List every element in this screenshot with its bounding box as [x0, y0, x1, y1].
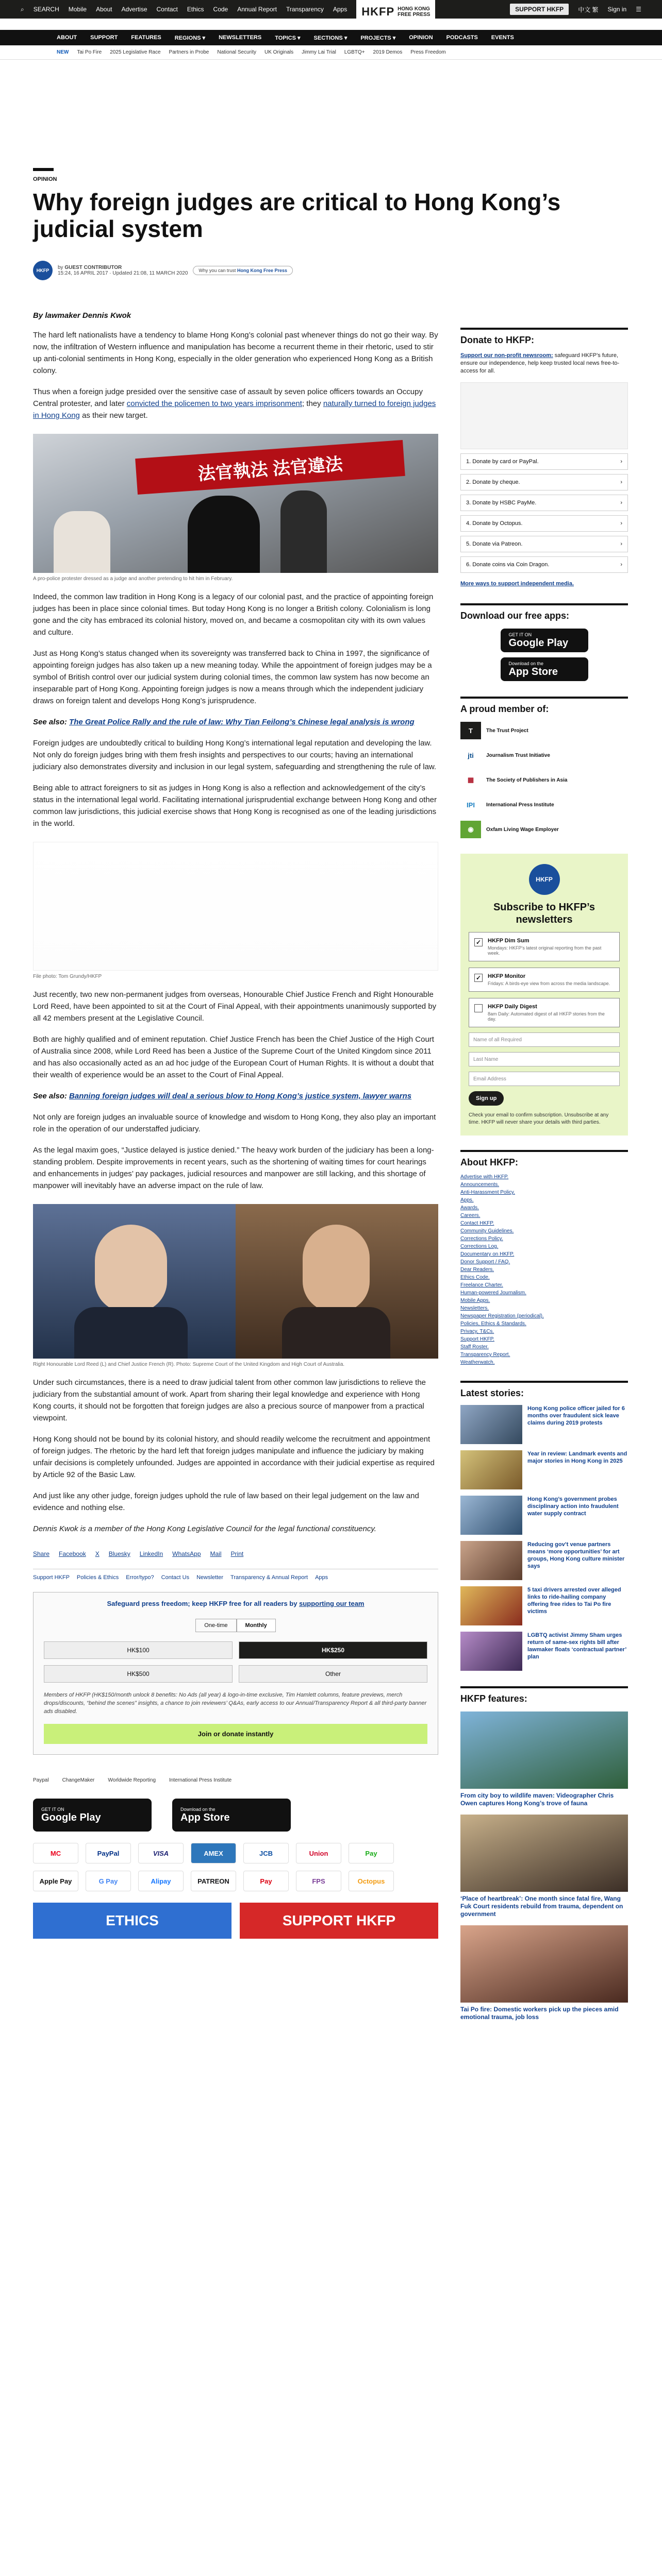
story-title: Year in review: Landmark events and major stories in Hong Kong in 2025: [527, 1451, 627, 1464]
latest-story[interactable]: [460, 1496, 628, 1535]
paragraph: And just like any other judge, foreign judges uphold the rule of law based on their legal judgement on the law and evidence and nothing else.: [33, 1492, 419, 1512]
payme-icon: Pay: [243, 1871, 289, 1891]
new-badge: NEW: [57, 49, 69, 55]
donate-heading: Donate to HKFP:: [460, 328, 628, 346]
about-link[interactable]: Policies, Ethics & Standards.: [460, 1321, 526, 1327]
see-also-label: See also:: [33, 718, 67, 726]
newsletter-logo: HKFP: [529, 864, 560, 895]
paragraph: Hong Kong should not be bound by its colonial history, and should readily welcome the recruitment and appointment of foreign judges. The rhetoric by the hard left that foreign judges manipulate and influence the judiciary by making unfair decisions is completely unfounded. Judges are appointed in accordance with their judicial expertise as required by Article 92 of the Basic Law.: [33, 1435, 435, 1479]
story-thumbnail: [460, 1405, 522, 1444]
chevron-right-icon: ›: [620, 541, 622, 547]
chevron-right-icon: ›: [620, 500, 622, 506]
topbar-link[interactable]: Annual Report: [237, 6, 277, 13]
paragraph: Not only are foreign judges an invaluable source of knowledge and wisdom to Hong Kong, they also play an important role in the operation of our understaffed judiciary.: [33, 1113, 436, 1133]
patreon-icon: PATREON: [191, 1871, 236, 1891]
paragraph: Foreign judges are undoubtedly critical to building Hong Kong’s international legal reputation and developing the law. Not only do foreign judges bring with them fresh insights and perspectives to our courts; having an international judiciary also demonstrates diversity and inclusion in our legal system, safeguarding and strengthening the rule of law.: [33, 739, 437, 771]
chevron-right-icon: ›: [620, 459, 622, 465]
footer-link[interactable]: Error/typo?: [126, 1574, 154, 1581]
donate-option-label: 6. Donate coins via Coin Dragon.: [466, 562, 550, 568]
donate-option-label: 3. Donate by HSBC PayMe.: [466, 500, 537, 506]
donate-intro-link[interactable]: Support our non-profit newsroom:: [460, 352, 553, 359]
jcb-icon: JCB: [243, 1843, 289, 1863]
about-link[interactable]: Dear Readers.: [460, 1267, 494, 1273]
latest-story[interactable]: [460, 1632, 628, 1671]
about-link[interactable]: Contact HKFP.: [460, 1221, 494, 1226]
monthly-option[interactable]: Monthly: [237, 1619, 276, 1632]
paragraph: Under such circumstances, there is a need to draw judicial talent from other common law jurisdictions to relieve the judiciary from the substantial amount of work. Apart from sharing their legal knowledge and experience with Hong Kong courts, it should not be forgotten that foreign judges are also a precious source of manpower from a practical viewpoint.: [33, 1378, 426, 1422]
amount-option[interactable]: HK$100: [44, 1641, 233, 1659]
app-store-row: [33, 1799, 438, 1832]
paragraph-text: as their new target.: [82, 411, 148, 420]
story-thumbnail: [460, 1541, 522, 1580]
newsletter-desc: 8am Daily: Automated digest of all HKFP stories from the day.: [488, 1011, 605, 1022]
topbar-link[interactable]: Mobile: [68, 6, 87, 13]
logo-text: HKFP: [361, 5, 395, 18]
about-link[interactable]: Awards.: [460, 1205, 479, 1211]
donation-head: [44, 1600, 427, 1607]
trending-link[interactable]: LGBTQ+: [344, 49, 365, 55]
payment-methods: [33, 1843, 438, 1891]
trust-pill-brand: Hong Kong Free Press: [237, 268, 287, 273]
paragraph: Both are highly qualified and of eminent reputation. Chief Justice French has been the Chief Justice of the High Court of Australia since 2008, while Lord Reed has been a Justice of the Supreme Court of the United Kingdom since 2011 and has also occasionally acted as an ad hoc judge of the European Court of Human Rights. It is without a doubt that their wealth of experience would be an asset to the Court of Final Appeal.: [33, 1035, 434, 1079]
member-item[interactable]: [460, 722, 628, 739]
mastercard-icon: MC: [33, 1843, 78, 1863]
sopa-icon: ▦: [467, 776, 474, 784]
about-link[interactable]: Weatherwatch.: [460, 1360, 495, 1365]
newsletter-fineprint: Check your email to confirm subscription. Unsubscribe at any time. HKFP will never share your details with third parties.: [469, 1112, 609, 1125]
about-link[interactable]: Support HKFP.: [460, 1336, 494, 1342]
trending-link[interactable]: Press Freedom: [410, 49, 446, 55]
chevron-right-icon: ›: [620, 479, 622, 485]
features-heading: HKFP features:: [460, 1686, 628, 1704]
app-store-badge[interactable]: [501, 657, 588, 681]
about-link[interactable]: Corrections Policy.: [460, 1236, 503, 1242]
inline-link[interactable]: convicted the policemen to two years imprisonment: [126, 399, 302, 408]
donate-option[interactable]: [460, 453, 628, 470]
partner-logo[interactable]: Worldwide Reporting: [108, 1777, 156, 1783]
checkbox[interactable]: ✓: [474, 974, 483, 982]
about-link[interactable]: Donor Support / FAQ.: [460, 1259, 510, 1265]
about-link[interactable]: Mobile Apps.: [460, 1298, 490, 1303]
amex-icon: AMEX: [191, 1843, 236, 1863]
paragraph: [33, 386, 438, 421]
chevron-right-icon: ›: [620, 562, 622, 568]
donation-head-link[interactable]: supporting our team: [299, 1600, 365, 1607]
protest-photo: [33, 434, 438, 573]
signin-link[interactable]: Sign in: [607, 6, 627, 13]
sidebar-app-badges: [460, 629, 628, 681]
trending-link[interactable]: Partners in Probe: [169, 49, 209, 55]
author-line: By lawmaker Dennis Kwok: [33, 311, 131, 320]
trending-link[interactable]: UK Originals: [264, 49, 294, 55]
logo-line: HONG KONG: [398, 6, 430, 12]
newsletter-name: HKFP Dim Sum: [488, 938, 529, 944]
photo-figure: [54, 511, 110, 573]
visa-icon: VISA: [138, 1843, 184, 1863]
latest-story[interactable]: [460, 1450, 628, 1489]
topbar-link[interactable]: Transparency: [286, 6, 324, 13]
about-link[interactable]: Privacy, T&Cs.: [460, 1329, 494, 1334]
paragraph-text: Thus when a foreign judge presided over the sensitive case of assault by seven police officers towards an Occupy Central protester, and later: [33, 387, 423, 408]
newsletter-desc: Fridays: A birds-eye view from across the media landscape.: [488, 981, 610, 986]
donate-options: [460, 453, 628, 573]
checkbox[interactable]: ✓: [474, 938, 483, 946]
topbar-link[interactable]: Ethics: [187, 6, 204, 13]
support-hkfp-button[interactable]: SUPPORT HKFP: [510, 4, 569, 15]
newsletter-option[interactable]: [469, 932, 620, 961]
badge-main: Google Play: [508, 637, 569, 649]
about-link[interactable]: Transparency Report.: [460, 1352, 510, 1358]
see-also-link[interactable]: The Great Police Rally and the rule of law: Why Tian Feilong’s Chinese legal analysis is wrong: [69, 718, 415, 726]
amount-option[interactable]: HK$250: [239, 1641, 427, 1659]
paragraph-text: ; they: [302, 399, 321, 408]
about-link[interactable]: Staff Roster.: [460, 1344, 489, 1350]
top-utility-bar: [0, 0, 662, 19]
nav-item[interactable]: NEWSLETTERS: [219, 35, 262, 41]
alipay-icon: Alipay: [138, 1871, 184, 1891]
bottom-banners: [33, 1903, 438, 1939]
story-thumbnail: [460, 1632, 522, 1671]
story-title: Hong Kong’s government probes disciplinary action into fraudulent water supply contract: [527, 1496, 619, 1517]
story-title: LGBTQ activist Jimmy Sham urges return of same-sex rights bill after lawmaker floats ‘contractual partner’ plan: [527, 1632, 626, 1660]
footer-link[interactable]: Apps: [315, 1574, 328, 1581]
share-x[interactable]: X: [95, 1550, 100, 1557]
email-input[interactable]: Email Address: [469, 1072, 620, 1086]
trending-link[interactable]: Tai Po Fire: [77, 49, 102, 55]
about-link[interactable]: Human-powered Journalism.: [460, 1290, 526, 1296]
paragraph: As the legal maxim goes, “Justice delayed is justice denied.” The heavy work burden of the judiciary has been a long-standing problem. Despite improvements in recent years, such as the shortening of waiting times for court hearings and enhancements in judges’ pay packages, judicial resources and manpower are still lacking, and this shortage of manpower will inevitably have an adverse impact on the rule of law.: [33, 1146, 434, 1190]
trust-pill-text: Why you can trust: [198, 268, 236, 273]
about-link[interactable]: Corrections Log.: [460, 1244, 499, 1249]
portrait-reed: [33, 1204, 236, 1359]
see-also-label: See also:: [33, 1092, 67, 1100]
newsletter-title: Subscribe to HKFP’s newsletters: [493, 902, 595, 925]
feature-story[interactable]: [460, 1711, 628, 1807]
membership-note: Members of HKFP (HK$150/month unlock 8 benefits: No Ads (all year) & logo-in-time exclusive, Tim Hamlett columns, feature previews, merch drops/discounts, “behind the scenes” insights, a chance to join reviewers’ Q&As, early access to our Annual/Transparency Report & all third-party banner ads disabled.: [44, 1692, 427, 1715]
article-title: Why foreign judges are critical to Hong Kong’s judicial system: [33, 189, 561, 242]
paragraph: Being able to attract foreigners to sit as judges in Hong Kong is also a reflection and acknowledgement of the city’s status in the international legal world. Facilitating international jurisprudential exchange between Hong Kong and other common law jurisdictions, this judicial exercise shows that Hong Kong is recognised as one of the leading jurisdictions in the world.: [33, 784, 437, 828]
about-link[interactable]: Newsletters.: [460, 1306, 489, 1311]
member-item[interactable]: [460, 821, 628, 838]
feature-image: [460, 1815, 628, 1892]
search-link[interactable]: SEARCH: [33, 6, 59, 13]
topbar-link[interactable]: Code: [213, 6, 228, 13]
paypal-icon: PayPal: [86, 1843, 131, 1863]
nav-item[interactable]: PODCASTS: [446, 35, 478, 41]
share-mail[interactable]: Mail: [210, 1550, 222, 1557]
photo-figure: [280, 490, 327, 573]
byline-by: by: [58, 265, 63, 270]
see-also-link[interactable]: Banning foreign judges will deal a serious blow to Hong Kong’s justice system, lawyer warns: [69, 1092, 412, 1100]
feature-image: [460, 1925, 628, 2003]
partner-logo[interactable]: International Press Institute: [169, 1777, 232, 1783]
donate-intro: [460, 352, 628, 375]
about-link[interactable]: Ethics Code.: [460, 1275, 490, 1280]
language-switch[interactable]: 中文 繁: [578, 6, 599, 13]
photo-caption: File photo: Tom Grundy/HKFP: [33, 974, 102, 979]
share-facebook[interactable]: Facebook: [59, 1550, 86, 1557]
member-heading: A proud member of:: [460, 697, 628, 715]
topbar-link[interactable]: Advertise: [121, 6, 147, 13]
photo-caption: Right Honourable Lord Reed (L) and Chief Justice French (R). Photo: Supreme Court of the United Kingdom and High Court of Australia.: [33, 1362, 345, 1367]
footer-link[interactable]: Support HKFP: [33, 1574, 70, 1581]
latest-story[interactable]: [460, 1586, 628, 1625]
see-also: [33, 716, 438, 728]
newsletter-name: HKFP Daily Digest: [488, 1004, 537, 1010]
avatar: HKFP: [33, 261, 53, 280]
member-label: Journalism Trust Initiative: [486, 752, 550, 758]
amount-grid: [44, 1641, 427, 1683]
byline-text: by GUEST CONTRIBUTOR 15:24, 16 APRIL 2017 · Updated 21:08, 11 MARCH 2020: [58, 265, 188, 276]
share-label: Share: [33, 1550, 50, 1557]
share-linkedin[interactable]: LinkedIn: [139, 1550, 163, 1557]
join-button[interactable]: Join or donate instantly: [44, 1724, 427, 1744]
badge-main: Google Play: [41, 1811, 101, 1823]
badge-top: Download on the: [508, 660, 544, 666]
feature-image: [460, 1711, 628, 1789]
member-label: International Press Institute: [486, 802, 554, 808]
portrait-french: [236, 1204, 438, 1359]
trending-link[interactable]: 2019 Demos: [373, 49, 403, 55]
jti-icon: jti: [468, 751, 474, 759]
photo-figure: [188, 496, 260, 573]
share-whatsapp[interactable]: WhatsApp: [172, 1550, 201, 1557]
about-link[interactable]: Anti-Harassment Policy.: [460, 1190, 515, 1195]
nav-item[interactable]: SECTIONS ▾: [313, 35, 347, 41]
feature-title: Tai Po fire: Domestic workers pick up the pieces amid emotional trauma, job loss: [460, 2006, 619, 2021]
amount-option[interactable]: Other: [239, 1665, 427, 1683]
newsletter-desc: Mondays: HKFP’s latest original reporting from the past week.: [488, 945, 602, 956]
octopus-icon: Octopus: [349, 1871, 394, 1891]
feature-story[interactable]: [460, 1925, 628, 2021]
one-time-option[interactable]: One-time: [195, 1619, 236, 1632]
partner-logos: [33, 1777, 438, 1783]
donate-option[interactable]: [460, 515, 628, 532]
newsletter-name: HKFP Monitor: [488, 973, 526, 979]
judges-photo: [33, 1204, 438, 1359]
newsletter-option[interactable]: [469, 998, 620, 1027]
main-nav: [0, 30, 662, 45]
app-store-badge[interactable]: [172, 1799, 291, 1832]
donation-box: [33, 1592, 438, 1755]
newsletter-option[interactable]: [469, 968, 620, 992]
support-banner[interactable]: SUPPORT HKFP: [240, 1903, 438, 1939]
photo-caption: A pro-police protester dressed as a judge and another pretending to hit him in February.: [33, 576, 233, 582]
feature-story[interactable]: [460, 1815, 628, 1918]
see-also: [33, 1090, 438, 1102]
menu-icon[interactable]: ☰: [636, 6, 641, 13]
about-link[interactable]: Careers.: [460, 1213, 481, 1218]
about-link[interactable]: Freelance Charter.: [460, 1282, 503, 1288]
donate-option-label: 1. Donate by card or PayPal.: [466, 459, 539, 465]
about-link[interactable]: Community Guidelines.: [460, 1228, 514, 1234]
about-links: [460, 1173, 628, 1366]
latest-heading: Latest stories:: [460, 1381, 628, 1399]
story-title: Reducing gov’t venue partners means ‘more opportunities’ for art groups, Hong Kong culture minister says: [527, 1541, 625, 1569]
ethics-banner[interactable]: ETHICS: [33, 1903, 231, 1939]
donate-option-label: 5. Donate via Patreon.: [466, 541, 523, 547]
sidebar: [460, 328, 628, 2021]
frequency-toggle: [44, 1619, 427, 1632]
paragraph: Just recently, two new non-permanent judges from overseas, Honourable Chief Justice French and Right Honourable Lord Reed, have been appointed to sit at the Court of Final Appeal, with their appointments unanimously supported by all 42 members present at the Legislative Council.: [33, 990, 437, 1023]
footer-link[interactable]: Policies & Ethics: [76, 1574, 119, 1581]
photo-banner: 法官執法 法官違法: [135, 440, 405, 495]
donate-option[interactable]: [460, 556, 628, 573]
google-play-badge[interactable]: [501, 629, 588, 652]
member-label: Oxfam Living Wage Employer: [486, 826, 559, 833]
trust-project-icon: T: [460, 722, 481, 739]
topbar-link[interactable]: Apps: [333, 6, 347, 13]
badge-top: Download on the: [180, 1806, 216, 1812]
article-footer-links: [33, 1569, 438, 1581]
section-rule: [33, 168, 54, 171]
footer-link[interactable]: Contact Us: [161, 1574, 190, 1581]
trending-link[interactable]: Jimmy Lai Trial: [302, 49, 336, 55]
hkfp-logo[interactable]: [356, 0, 435, 24]
paragraph: The hard left nationalists have a tendency to blame Hong Kong’s colonial past whenever things do not go their way. By now, the infiltration of Western influence and manipulation has become a recurrent theme in their rhetoric, used to stir up anti-colonial sentiments in Hong Kong, especially in the older generation who experienced Hong Kong as a British colony.: [33, 331, 438, 375]
publish-date: 15:24, 16 APRIL 2017: [58, 270, 108, 276]
section-label[interactable]: OPINION: [33, 176, 57, 182]
chevron-right-icon: ›: [620, 520, 622, 527]
trending-link[interactable]: National Security: [217, 49, 256, 55]
share-bar: [33, 1550, 438, 1557]
amount-option[interactable]: HK$500: [44, 1665, 233, 1683]
about-link[interactable]: Documentary on HKFP.: [460, 1251, 515, 1257]
feature-title: ‘Place of heartbreak’: One month since fatal fire, Wang Fuk Court residents rebuild from trauma, dependent on government: [460, 1895, 623, 1918]
paragraph: Indeed, the common law tradition in Hong Kong is a legacy of our colonial past, and the practice of appointing foreign judges has been in place since colonial times. But today Hong Kong is no longer a British colony. Colonialism is long gone and the city has embraced its colonial history, moved on, and became a cosmopolitan city with its own values and culture.: [33, 592, 434, 637]
donation-head-text: Safeguard press freedom; keep HKFP free for all readers by: [107, 1600, 297, 1607]
wechat-pay-icon: Pay: [349, 1843, 394, 1863]
story-title: Hong Kong police officer jailed for 6 months over fraudulent sick leave claims during 2019 protests: [527, 1405, 625, 1426]
latest-story[interactable]: [460, 1405, 628, 1444]
donate-option[interactable]: [460, 474, 628, 490]
nav-item[interactable]: REGIONS ▾: [174, 35, 206, 41]
first-name-input[interactable]: Name of all Required: [469, 1032, 620, 1047]
member-item[interactable]: [460, 771, 628, 789]
signup-button[interactable]: Sign up: [469, 1091, 504, 1106]
story-thumbnail: [460, 1586, 522, 1625]
nav-item[interactable]: EVENTS: [491, 35, 514, 41]
logo-line: FREE PRESS: [398, 12, 431, 18]
latest-story[interactable]: [460, 1541, 628, 1580]
more-ways-link[interactable]: More ways to support independent media.: [460, 581, 574, 587]
ipi-icon: IPI: [467, 801, 475, 809]
story-thumbnail: [460, 1450, 522, 1489]
updated-date: Updated 21:08, 11 MARCH 2020: [112, 270, 188, 276]
share-print[interactable]: Print: [230, 1550, 244, 1557]
about-link[interactable]: Announcements.: [460, 1182, 500, 1188]
nav-item[interactable]: PROJECTS ▾: [360, 35, 396, 41]
member-label: The Trust Project: [486, 727, 528, 734]
member-item[interactable]: [460, 747, 628, 764]
inline-link[interactable]: naturally turned to foreign judges in Hong Kong: [33, 399, 436, 420]
donate-graphic: [460, 382, 628, 449]
partner-logo[interactable]: ChangeMaker: [62, 1777, 95, 1783]
fps-icon: FPS: [296, 1871, 341, 1891]
google-play-badge[interactable]: [33, 1799, 152, 1832]
paragraph: Just as Hong Kong’s status changed when its sovereignty was transferred back to China in 1997, the significance of appointing foreign judges has also taken up a new meaning today. While the appointment of foreign judges may be a symbol of British control over our judicial system during colonial times, the common law system has now become an inseparable part of Hong Kong. Appointing foreign judges is now a means through which the independent judiciary draws on foreign talent and develops Hong Kong’s jurisprudence.: [33, 649, 432, 705]
logo-subtitle: [398, 6, 430, 18]
about-link[interactable]: Apps.: [460, 1197, 474, 1203]
last-name-input[interactable]: Last Name: [469, 1052, 620, 1066]
footer-link[interactable]: Newsletter: [196, 1574, 224, 1581]
newsletter-box: [460, 854, 628, 1136]
search-icon[interactable]: ⌕: [21, 5, 24, 13]
oxfam-icon: ◉: [460, 821, 481, 838]
footer-link[interactable]: Transparency & Annual Report: [230, 1574, 308, 1581]
author-link[interactable]: GUEST CONTRIBUTOR: [64, 265, 122, 270]
apple-pay-icon: Apple Pay: [33, 1871, 78, 1891]
badge-top: GET IT ON: [508, 632, 532, 637]
trending-link[interactable]: 2025 Legislative Race: [110, 49, 161, 55]
author-bio: Dennis Kwok is a member of the Hong Kong Legislative Council for the legal functional constituency.: [33, 1524, 376, 1533]
nav-item[interactable]: ABOUT: [57, 35, 77, 41]
donate-option[interactable]: [460, 536, 628, 552]
topbar-link[interactable]: Contact: [156, 6, 178, 13]
story-thumbnail: [460, 1496, 522, 1535]
file-photo: [33, 842, 438, 971]
topbar-link[interactable]: About: [96, 6, 112, 13]
story-title: 5 taxi drivers arrested over alleged links to ride-hailing company offering free rides to Tai Po fire victims: [527, 1587, 621, 1615]
google-pay-icon: G Pay: [86, 1871, 131, 1891]
nav-item[interactable]: OPINION: [409, 35, 433, 41]
donate-option-label: 2. Donate by cheque.: [466, 479, 520, 485]
partner-logo[interactable]: Paypal: [33, 1777, 49, 1783]
unionpay-icon: Union: [296, 1843, 341, 1863]
about-link[interactable]: Advertise with HKFP.: [460, 1174, 509, 1180]
nav-item[interactable]: FEATURES: [131, 35, 161, 41]
donate-option-label: 4. Donate by Octopus.: [466, 520, 523, 527]
member-item[interactable]: [460, 796, 628, 814]
byline: [33, 261, 438, 280]
feature-title: From city boy to wildlife maven: Videographer Chris Owen captures Hong Kong’s trove of fauna: [460, 1792, 614, 1807]
member-label: The Society of Publishers in Asia: [486, 777, 568, 783]
checkbox[interactable]: [474, 1004, 483, 1012]
apps-heading: Download our free apps:: [460, 603, 628, 621]
trending-bar: [0, 45, 662, 60]
badge-main: App Store: [508, 666, 558, 677]
badge-top: GET IT ON: [41, 1806, 64, 1812]
donate-intro-text: safeguard HKFP’s future, ensure our independence, help keep trusted local news free-to-access for all.: [460, 352, 620, 374]
share-bluesky[interactable]: Bluesky: [108, 1550, 130, 1557]
donate-option[interactable]: [460, 495, 628, 511]
nav-item[interactable]: SUPPORT: [90, 35, 118, 41]
about-link[interactable]: Newspaper Registration (periodical).: [460, 1313, 544, 1319]
nav-item[interactable]: TOPICS ▾: [275, 35, 301, 41]
badge-main: App Store: [180, 1811, 230, 1823]
about-heading: About HKFP:: [460, 1150, 628, 1168]
trust-pill[interactable]: [193, 266, 293, 275]
